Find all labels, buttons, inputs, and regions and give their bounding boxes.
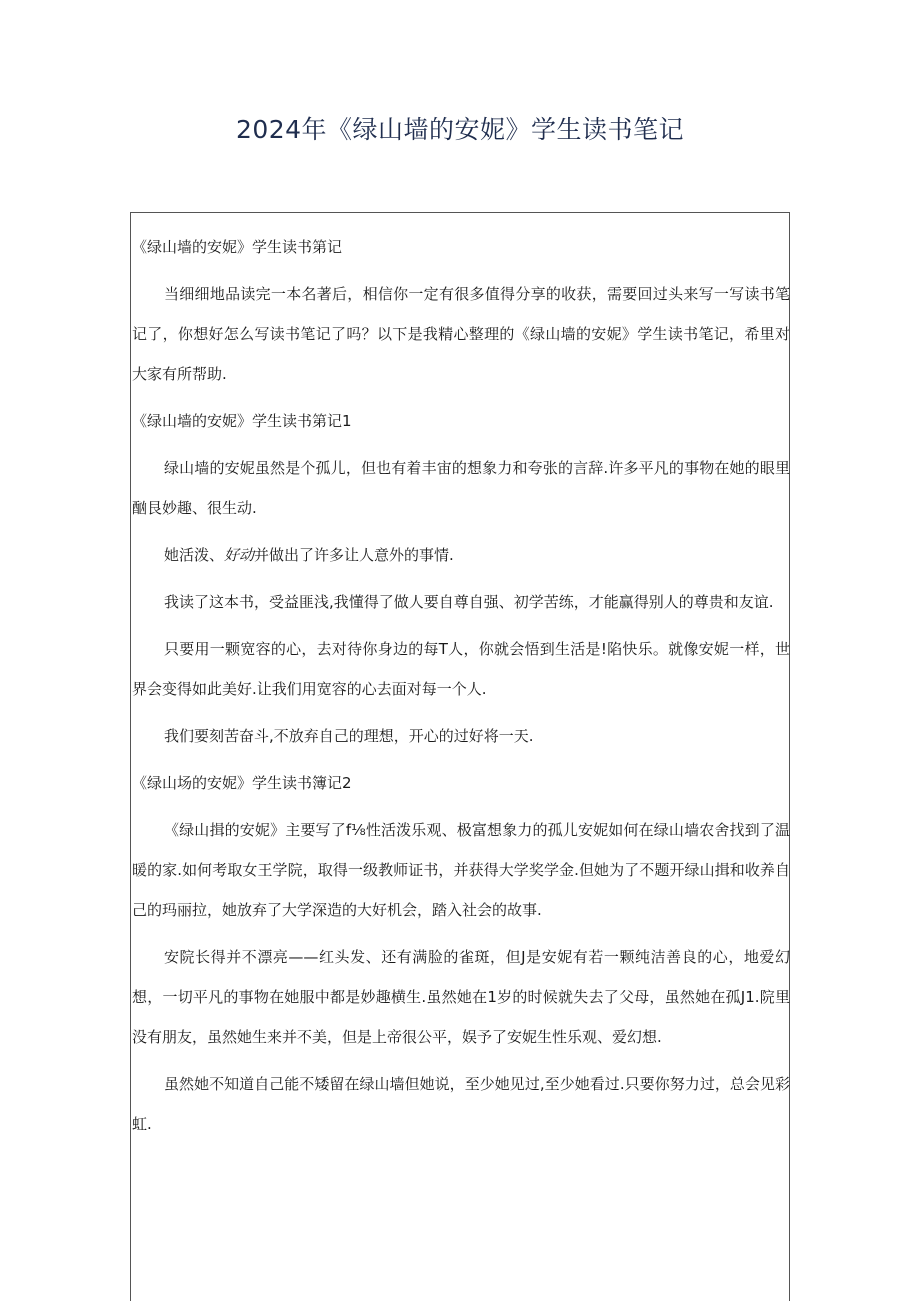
paragraph: 我读了这本书，受益匪浅,我懂得了做人要自尊自强、初学苦练，才能赢得别人的尊贵和友谊. (164, 593, 774, 611)
section-heading-2: 《绿山场的安妮》学生读书簿记2 (132, 774, 352, 792)
italic-text: 好动 (224, 546, 255, 564)
text-run: 她活泼、 (164, 546, 225, 564)
paragraph: 虽然她不知道自己能不矮留在绿山墙但她说，至少她见过,至少她看过.只要你努力过，总会见彩虹. (132, 1075, 790, 1133)
paragraph: 绿山墙的安妮虽然是个孤儿，但也有着丰宙的想象力和夸张的言辞.许多平凡的事物在她的眼里酗艮妙趣、很生动. (132, 459, 790, 517)
paragraph: 安院长得并不漂亮——红头发、还有满脸的雀斑，但J是安妮有若一颗纯洁善良的心，地爱幻想，一切平凡的事物在她服中都是妙趣横生.虽然她在1岁的时候就失去了父母，虽然她在孤J1.院里没有朋友，虽然她生来并不美，但是上帝很公平，娱予了安妮生性乐观、爱幻想. (132, 948, 790, 1046)
text-run: 并做出了许多让人意外的事情. (254, 546, 454, 564)
document-body (132, 227, 790, 1151)
section-heading-1: 《绿山墙的安妮》学生读书第记1 (132, 412, 352, 430)
document-title: 2024年《绿山墙的安妮》学生读书笔记 (235, 115, 685, 144)
paragraph: 我们要刻苦奋斗,不放弃自己的理想，开心的过好将一天. (164, 727, 534, 745)
paragraph (132, 535, 790, 575)
paragraph: 《绿山揖的安妮》主要写了f⅛性活泼乐观、极富想象力的孤儿安妮如何在绿山墙农舍找到了温暖的家.如何考取女王学院，取得一级教师证书，并获得大学奖学金.但她为了不题开绿山揖和收养自己的玛丽拉，她放弃了大学深造的大好机会，踏入社会的故事. (132, 821, 790, 919)
section-heading: 《绿山墙的安妮》学生读书第记 (132, 238, 343, 256)
paragraph: 当细细地品读完一本名著后，相信你一定有很多值得分享的收获，需要回过头来写一写读书笔记了，你想好怎么写读书笔记了吗？以下是我精心整理的《绿山墙的安妮》学生读书笔记，希里对大家有所帮助. (132, 285, 790, 383)
paragraph: 只要用一颗宽容的心，去对待你身边的每T人，你就会悟到生活是!陷快乐。就像安妮一样，世界会变得如此美好.让我们用宽容的心去面对每一个人. (132, 640, 790, 698)
